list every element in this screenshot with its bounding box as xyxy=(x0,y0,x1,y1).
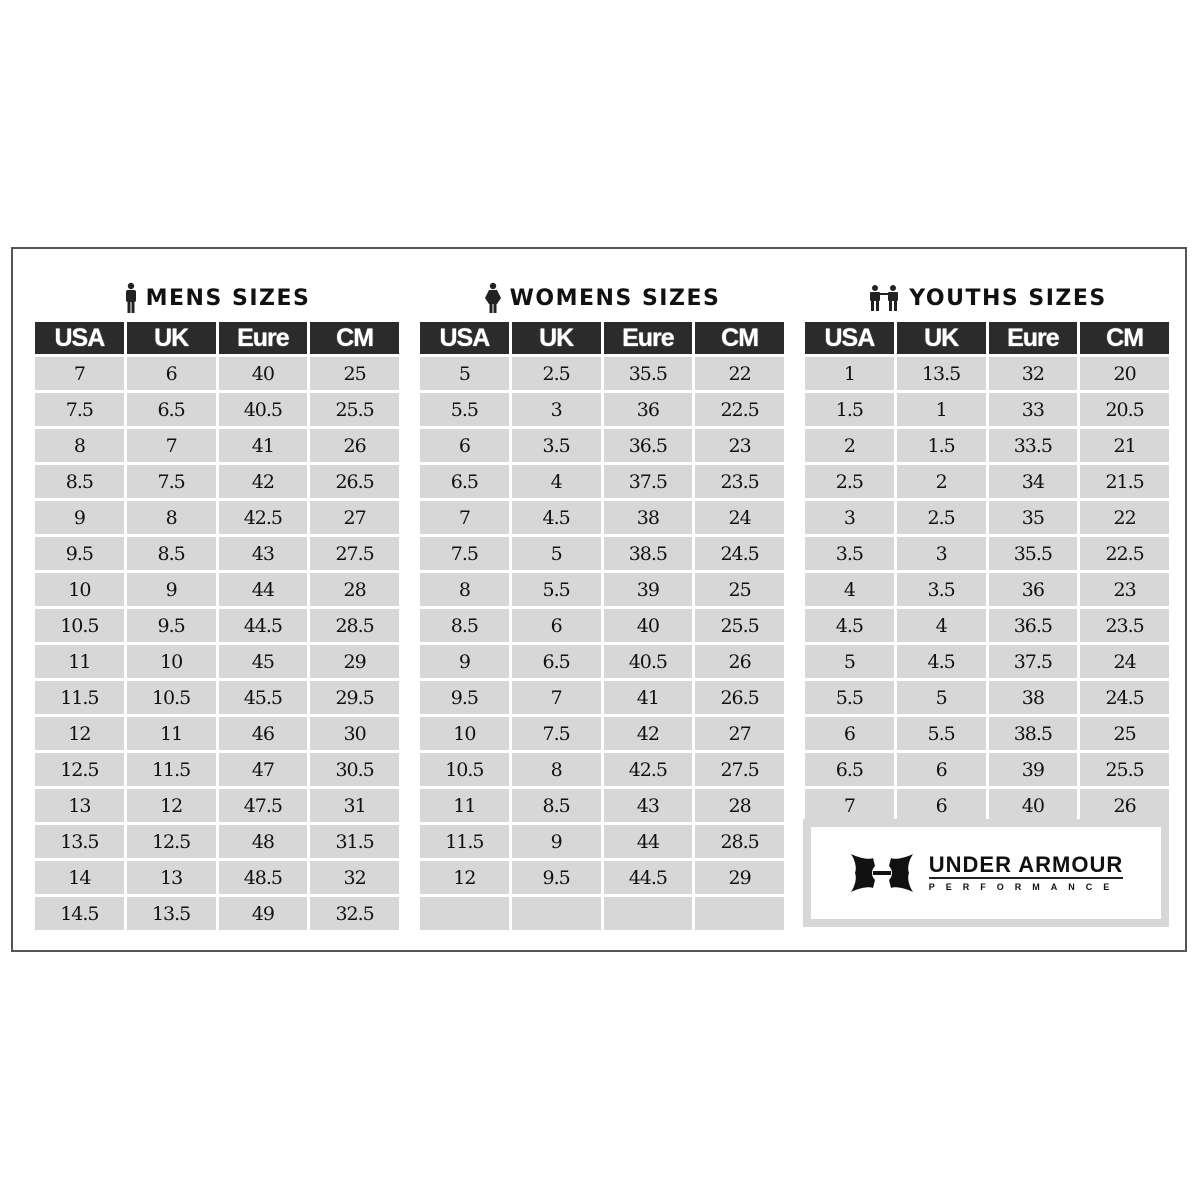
size-cell: 14.5 xyxy=(35,897,124,930)
table-row xyxy=(420,897,784,930)
size-cell: 6 xyxy=(127,357,216,390)
size-cell: 7.5 xyxy=(127,465,216,498)
size-cell: 13.5 xyxy=(897,357,986,390)
size-cell: 41 xyxy=(604,681,693,714)
size-cell: 12 xyxy=(35,717,124,750)
table-row xyxy=(805,429,1169,462)
size-cell: 41 xyxy=(219,429,308,462)
column-header-eure: Eure xyxy=(604,322,693,354)
table-row xyxy=(35,681,399,714)
size-cell: 40 xyxy=(989,789,1078,822)
size-cell xyxy=(604,897,693,930)
size-cell: 4 xyxy=(897,609,986,642)
size-cell: 4 xyxy=(512,465,601,498)
size-cell: 5.5 xyxy=(805,681,894,714)
table-row xyxy=(35,897,399,930)
table-row xyxy=(420,429,784,462)
size-cell: 25 xyxy=(1080,717,1169,750)
size-cell: 29 xyxy=(310,645,399,678)
size-cell: 26 xyxy=(310,429,399,462)
table-row xyxy=(35,429,399,462)
size-cell xyxy=(695,897,784,930)
youths-section xyxy=(805,277,1169,825)
size-cell: 6.5 xyxy=(512,645,601,678)
size-cell: 4.5 xyxy=(897,645,986,678)
size-cell: 12 xyxy=(127,789,216,822)
size-cell xyxy=(420,897,509,930)
size-cell: 13.5 xyxy=(127,897,216,930)
womens-title-text: WOMENS SIZES xyxy=(509,285,721,311)
size-cell: 23.5 xyxy=(695,465,784,498)
size-cell: 4 xyxy=(805,573,894,606)
size-cell: 32 xyxy=(989,357,1078,390)
table-row xyxy=(35,393,399,426)
size-cell: 23.5 xyxy=(1080,609,1169,642)
table-row xyxy=(420,609,784,642)
size-cell: 24.5 xyxy=(695,537,784,570)
header-row xyxy=(805,322,1169,354)
size-cell: 25.5 xyxy=(1080,753,1169,786)
column-header-cm: CM xyxy=(1080,322,1169,354)
size-cell: 11 xyxy=(420,789,509,822)
size-cell: 25 xyxy=(310,357,399,390)
size-cell: 35.5 xyxy=(604,357,693,390)
size-cell: 21 xyxy=(1080,429,1169,462)
size-cell: 7 xyxy=(420,501,509,534)
size-cell: 24 xyxy=(695,501,784,534)
size-cell: 3.5 xyxy=(805,537,894,570)
table-row xyxy=(805,717,1169,750)
size-cell: 11.5 xyxy=(35,681,124,714)
size-cell: 9.5 xyxy=(420,681,509,714)
size-cell: 49 xyxy=(219,897,308,930)
table-row xyxy=(420,681,784,714)
size-cell: 32 xyxy=(310,861,399,894)
size-cell xyxy=(512,897,601,930)
size-cell: 5.5 xyxy=(897,717,986,750)
table-row xyxy=(420,573,784,606)
children-icon xyxy=(867,284,901,312)
size-cell: 40 xyxy=(604,609,693,642)
size-cell: 42.5 xyxy=(219,501,308,534)
size-cell: 23 xyxy=(695,429,784,462)
size-cell: 47.5 xyxy=(219,789,308,822)
size-cell: 44.5 xyxy=(604,861,693,894)
size-cell: 36 xyxy=(989,573,1078,606)
size-cell: 12.5 xyxy=(127,825,216,858)
brand-logo xyxy=(811,827,1161,919)
size-cell: 36 xyxy=(604,393,693,426)
size-cell: 38.5 xyxy=(989,717,1078,750)
column-header-usa: USA xyxy=(35,322,124,354)
size-cell: 47 xyxy=(219,753,308,786)
size-cell: 7.5 xyxy=(512,717,601,750)
table-row xyxy=(35,825,399,858)
table-row xyxy=(805,609,1169,642)
table-row xyxy=(805,537,1169,570)
table-row xyxy=(420,393,784,426)
header-row xyxy=(35,322,399,354)
column-header-usa: USA xyxy=(805,322,894,354)
header-row xyxy=(420,322,784,354)
size-cell: 43 xyxy=(604,789,693,822)
size-cell: 37.5 xyxy=(604,465,693,498)
size-cell: 38 xyxy=(989,681,1078,714)
size-cell: 2.5 xyxy=(512,357,601,390)
column-header-eure: Eure xyxy=(989,322,1078,354)
table-row xyxy=(35,501,399,534)
size-cell: 9 xyxy=(512,825,601,858)
size-cell: 2 xyxy=(897,465,986,498)
size-cell: 5.5 xyxy=(512,573,601,606)
size-cell: 42 xyxy=(219,465,308,498)
size-cell: 8.5 xyxy=(512,789,601,822)
size-cell: 30 xyxy=(310,717,399,750)
table-row xyxy=(35,717,399,750)
size-cell: 14 xyxy=(35,861,124,894)
size-cell: 34 xyxy=(989,465,1078,498)
table-row xyxy=(420,861,784,894)
table-row xyxy=(35,789,399,822)
size-cell: 32.5 xyxy=(310,897,399,930)
size-cell: 2.5 xyxy=(805,465,894,498)
size-cell: 22 xyxy=(695,357,784,390)
size-cell: 44 xyxy=(219,573,308,606)
size-cell: 26 xyxy=(695,645,784,678)
size-cell: 28 xyxy=(695,789,784,822)
size-chart-card xyxy=(11,247,1187,952)
size-cell: 11.5 xyxy=(420,825,509,858)
size-cell: 42 xyxy=(604,717,693,750)
column-header-eure: Eure xyxy=(219,322,308,354)
size-cell: 6 xyxy=(512,609,601,642)
size-cell: 25.5 xyxy=(695,609,784,642)
table-row xyxy=(805,465,1169,498)
size-cell: 10.5 xyxy=(127,681,216,714)
brand-tagline: PERFORMANCE xyxy=(928,882,1121,892)
size-cell: 48 xyxy=(219,825,308,858)
size-cell: 45.5 xyxy=(219,681,308,714)
size-cell: 46 xyxy=(219,717,308,750)
size-cell: 6 xyxy=(805,717,894,750)
size-cell: 12.5 xyxy=(35,753,124,786)
mens-size-table xyxy=(32,319,402,933)
size-cell: 5 xyxy=(512,537,601,570)
size-cell: 35.5 xyxy=(989,537,1078,570)
table-row xyxy=(805,357,1169,390)
table-row xyxy=(35,537,399,570)
size-cell: 22.5 xyxy=(1080,537,1169,570)
brand-logo-box xyxy=(803,819,1169,927)
column-header-cm: CM xyxy=(695,322,784,354)
size-cell: 26 xyxy=(1080,789,1169,822)
table-row xyxy=(420,789,784,822)
size-cell: 23 xyxy=(1080,573,1169,606)
size-cell: 38 xyxy=(604,501,693,534)
table-row xyxy=(805,501,1169,534)
size-cell: 27 xyxy=(695,717,784,750)
size-cell: 33 xyxy=(989,393,1078,426)
size-cell: 4.5 xyxy=(805,609,894,642)
table-row xyxy=(420,753,784,786)
size-cell: 5.5 xyxy=(420,393,509,426)
table-row xyxy=(35,645,399,678)
size-cell: 31 xyxy=(310,789,399,822)
size-cell: 31.5 xyxy=(310,825,399,858)
size-cell: 11 xyxy=(35,645,124,678)
size-cell: 27.5 xyxy=(310,537,399,570)
size-cell: 28.5 xyxy=(695,825,784,858)
size-cell: 29 xyxy=(695,861,784,894)
size-cell: 12 xyxy=(420,861,509,894)
size-cell: 3.5 xyxy=(512,429,601,462)
brand-name: UNDER ARMOUR xyxy=(928,852,1124,877)
size-cell: 48.5 xyxy=(219,861,308,894)
table-row xyxy=(35,609,399,642)
size-cell: 44.5 xyxy=(219,609,308,642)
size-cell: 39 xyxy=(604,573,693,606)
table-row xyxy=(35,357,399,390)
size-cell: 24 xyxy=(1080,645,1169,678)
table-row xyxy=(420,357,784,390)
size-cell: 2 xyxy=(805,429,894,462)
size-cell: 9 xyxy=(420,645,509,678)
column-header-uk: UK xyxy=(127,322,216,354)
under-armour-logo-icon xyxy=(849,852,915,894)
size-cell: 28 xyxy=(310,573,399,606)
size-cell: 6 xyxy=(420,429,509,462)
column-header-cm: CM xyxy=(310,322,399,354)
man-icon xyxy=(124,282,138,314)
size-cell: 1.5 xyxy=(805,393,894,426)
size-cell: 13 xyxy=(127,861,216,894)
mens-title-text: MENS SIZES xyxy=(145,285,311,311)
table-row xyxy=(35,465,399,498)
size-cell: 35 xyxy=(989,501,1078,534)
size-cell: 8.5 xyxy=(127,537,216,570)
size-cell: 9.5 xyxy=(127,609,216,642)
size-cell: 8 xyxy=(127,501,216,534)
table-row xyxy=(420,501,784,534)
size-cell: 8 xyxy=(512,753,601,786)
size-cell: 10.5 xyxy=(35,609,124,642)
womens-title xyxy=(420,277,784,319)
youths-title xyxy=(805,277,1169,319)
womens-size-table xyxy=(417,319,787,933)
size-cell: 1 xyxy=(897,393,986,426)
size-cell: 25 xyxy=(695,573,784,606)
size-cell: 5 xyxy=(420,357,509,390)
size-cell: 21.5 xyxy=(1080,465,1169,498)
size-cell: 10 xyxy=(127,645,216,678)
size-cell: 3 xyxy=(512,393,601,426)
column-header-uk: UK xyxy=(512,322,601,354)
column-header-uk: UK xyxy=(897,322,986,354)
size-cell: 7.5 xyxy=(420,537,509,570)
size-cell: 3.5 xyxy=(897,573,986,606)
size-cell: 22.5 xyxy=(695,393,784,426)
table-row xyxy=(805,645,1169,678)
size-cell: 10 xyxy=(420,717,509,750)
table-row xyxy=(805,393,1169,426)
size-cell: 43 xyxy=(219,537,308,570)
woman-icon xyxy=(484,282,502,314)
size-cell: 24.5 xyxy=(1080,681,1169,714)
youths-title-text: YOUTHS SIZES xyxy=(909,285,1107,311)
size-cell: 8 xyxy=(420,573,509,606)
size-cell: 6.5 xyxy=(805,753,894,786)
size-cell: 4.5 xyxy=(512,501,601,534)
size-cell: 6.5 xyxy=(127,393,216,426)
table-row xyxy=(805,573,1169,606)
size-cell: 40.5 xyxy=(604,645,693,678)
table-row xyxy=(805,753,1169,786)
column-header-usa: USA xyxy=(420,322,509,354)
size-cell: 30.5 xyxy=(310,753,399,786)
table-row xyxy=(805,681,1169,714)
size-cell: 10 xyxy=(35,573,124,606)
size-cell: 9 xyxy=(127,573,216,606)
size-cell: 3 xyxy=(805,501,894,534)
size-cell: 36.5 xyxy=(604,429,693,462)
size-cell: 20.5 xyxy=(1080,393,1169,426)
size-cell: 5 xyxy=(805,645,894,678)
size-cell: 28.5 xyxy=(310,609,399,642)
size-cell: 40 xyxy=(219,357,308,390)
size-cell: 33.5 xyxy=(989,429,1078,462)
size-cell: 29.5 xyxy=(310,681,399,714)
size-cell: 8.5 xyxy=(420,609,509,642)
size-cell: 7 xyxy=(512,681,601,714)
size-cell: 45 xyxy=(219,645,308,678)
size-cell: 37.5 xyxy=(989,645,1078,678)
size-cell: 27.5 xyxy=(695,753,784,786)
size-cell: 36.5 xyxy=(989,609,1078,642)
mens-section xyxy=(35,277,399,933)
size-cell: 1.5 xyxy=(897,429,986,462)
size-cell: 6 xyxy=(897,789,986,822)
size-cell: 9 xyxy=(35,501,124,534)
size-cell: 2.5 xyxy=(897,501,986,534)
size-cell: 13 xyxy=(35,789,124,822)
size-cell: 6.5 xyxy=(420,465,509,498)
size-cell: 6 xyxy=(897,753,986,786)
size-cell: 3 xyxy=(897,537,986,570)
size-cell: 22 xyxy=(1080,501,1169,534)
size-cell: 1 xyxy=(805,357,894,390)
table-row xyxy=(35,753,399,786)
size-cell: 7 xyxy=(805,789,894,822)
size-cell: 8.5 xyxy=(35,465,124,498)
size-cell: 5 xyxy=(897,681,986,714)
table-row xyxy=(420,537,784,570)
table-row xyxy=(420,717,784,750)
size-cell: 40.5 xyxy=(219,393,308,426)
size-cell: 9.5 xyxy=(35,537,124,570)
size-cell: 25.5 xyxy=(310,393,399,426)
size-cell: 26.5 xyxy=(310,465,399,498)
size-cell: 38.5 xyxy=(604,537,693,570)
size-cell: 13.5 xyxy=(35,825,124,858)
size-cell: 7.5 xyxy=(35,393,124,426)
size-cell: 9.5 xyxy=(512,861,601,894)
youths-size-table xyxy=(802,319,1172,825)
table-row xyxy=(420,465,784,498)
size-cell: 7 xyxy=(127,429,216,462)
table-row xyxy=(420,645,784,678)
size-cell: 11.5 xyxy=(127,753,216,786)
table-row xyxy=(35,861,399,894)
size-cell: 7 xyxy=(35,357,124,390)
mens-title xyxy=(35,277,399,319)
size-cell: 10.5 xyxy=(420,753,509,786)
size-cell: 27 xyxy=(310,501,399,534)
size-cell: 26.5 xyxy=(695,681,784,714)
table-row xyxy=(35,573,399,606)
size-cell: 44 xyxy=(604,825,693,858)
size-cell: 11 xyxy=(127,717,216,750)
size-cell: 20 xyxy=(1080,357,1169,390)
size-cell: 42.5 xyxy=(604,753,693,786)
brand-text xyxy=(929,854,1124,892)
table-row xyxy=(805,789,1169,822)
table-row xyxy=(420,825,784,858)
size-cell: 39 xyxy=(989,753,1078,786)
womens-section xyxy=(420,277,784,933)
size-cell: 8 xyxy=(35,429,124,462)
